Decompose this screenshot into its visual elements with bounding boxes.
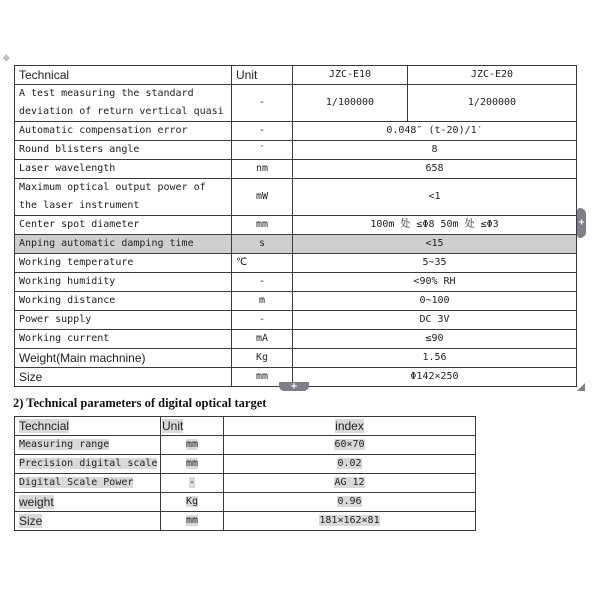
row-value: 100m 处 ≤Φ8 50m 处 ≤Φ3 (293, 216, 577, 235)
row-value-text: 181×162×81 (319, 515, 380, 526)
row-unit-text: - (188, 477, 196, 488)
header-jzc-e10: JZC-E10 (293, 66, 408, 85)
row-label (15, 512, 161, 531)
row-value: DC 3V (293, 311, 577, 330)
table-resize-handle-icon[interactable] (577, 383, 585, 391)
row-unit: - (232, 273, 293, 292)
row-value-text: AG 12 (334, 477, 365, 488)
row-label: Working temperature (15, 254, 232, 273)
row-unit: m (232, 292, 293, 311)
header-technical-text: Techncial (19, 419, 70, 433)
row-value (224, 436, 476, 455)
row-value (224, 493, 476, 512)
table-row (15, 216, 577, 235)
row-value: <15 (293, 235, 577, 254)
row-label-text: Measuring range (19, 439, 110, 450)
digital-target-table (14, 416, 476, 531)
row-value: <1 (293, 179, 577, 216)
row-label (15, 436, 161, 455)
row-unit: mm (232, 216, 293, 235)
header-index (224, 417, 476, 436)
row-value (224, 455, 476, 474)
row-label: Round blisters angle (15, 141, 232, 160)
row-unit: mA (232, 330, 293, 349)
add-column-button[interactable]: + (577, 208, 586, 238)
table-row (15, 85, 577, 122)
row-value: ≤90 (293, 330, 577, 349)
row-label: Working distance (15, 292, 232, 311)
row-unit: Kg (232, 349, 293, 368)
row-label: Anping automatic damping time (15, 235, 232, 254)
row-value: 5~35 (293, 254, 577, 273)
table-row (15, 254, 577, 273)
table-header-row (15, 417, 476, 436)
header-index-text: index (335, 419, 364, 433)
row-unit: - (232, 122, 293, 141)
row-label (15, 493, 161, 512)
table-row (15, 493, 476, 512)
row-label: Size (15, 368, 232, 387)
row-label-text: Digital Scale Power (19, 477, 134, 488)
table-row (15, 330, 577, 349)
row-value-e20: 1/200000 (408, 85, 577, 122)
table-row (15, 141, 577, 160)
row-unit (161, 436, 224, 455)
row-unit-text: mm (185, 439, 199, 450)
table-row (15, 160, 577, 179)
row-value: <90% RH (293, 273, 577, 292)
table-row (15, 122, 577, 141)
table-row (15, 179, 577, 216)
row-unit (161, 493, 224, 512)
row-value-text: 0.02 (337, 458, 362, 469)
row-value (224, 474, 476, 493)
row-unit-text: Kg (185, 496, 199, 507)
row-unit: mW (232, 179, 293, 216)
table-row (15, 474, 476, 493)
row-unit-text: mm (185, 458, 199, 469)
row-unit: - (232, 311, 293, 330)
row-unit: mm (232, 368, 293, 387)
technical-specs-table (14, 65, 577, 387)
row-value-text: 0.96 (337, 496, 362, 507)
row-value: 1.56 (293, 349, 577, 368)
row-label: Maximum optical output power of the laser instrument (15, 179, 232, 216)
row-value-e10: 1/100000 (293, 85, 408, 122)
row-label: Automatic compensation error (15, 122, 232, 141)
header-unit: Unit (232, 66, 293, 85)
row-label: Weight(Main machnine) (15, 349, 232, 368)
table-row (15, 349, 577, 368)
row-unit: s (232, 235, 293, 254)
row-unit: ′ (232, 141, 293, 160)
table-row (15, 436, 476, 455)
table-row (15, 273, 577, 292)
row-label-text: weight (19, 495, 54, 509)
row-label: Laser wavelength (15, 160, 232, 179)
header-technical (15, 417, 161, 436)
row-label: A test measuring the standard deviation of return vertical quasi (15, 85, 232, 122)
row-label-text: Precision digital scale (19, 458, 158, 469)
row-unit (161, 455, 224, 474)
add-row-button[interactable]: + (279, 382, 309, 391)
header-unit (161, 417, 224, 436)
row-value (224, 512, 476, 531)
row-label-text: Size (19, 514, 43, 528)
table-row (15, 455, 476, 474)
header-jzc-e20: JZC-E20 (408, 66, 577, 85)
row-unit: ℃ (232, 254, 293, 273)
row-unit (161, 512, 224, 531)
row-unit-text: mm (185, 515, 199, 526)
row-value: 658 (293, 160, 577, 179)
table-header-row (15, 66, 577, 85)
table-row (15, 311, 577, 330)
row-value: Φ142×250 (293, 368, 577, 387)
table-row (15, 292, 577, 311)
row-label: Working humidity (15, 273, 232, 292)
row-label: Working current (15, 330, 232, 349)
row-label: Power supply (15, 311, 232, 330)
row-label (15, 474, 161, 493)
row-value-text: 60×70 (334, 439, 365, 450)
row-value: 0~100 (293, 292, 577, 311)
row-label (15, 455, 161, 474)
row-value: 0.048″ (t-20)/1′ (293, 122, 577, 141)
header-technical: Technical (15, 66, 232, 85)
row-unit: - (232, 85, 293, 122)
section-heading: 2) Technical parameters of digital optical target (13, 396, 267, 410)
table-row (15, 512, 476, 531)
row-value: 8 (293, 141, 577, 160)
row-label: Center spot diameter (15, 216, 232, 235)
header-unit-text: Unit (162, 419, 184, 433)
row-unit (161, 474, 224, 493)
row-unit: nm (232, 160, 293, 179)
table-move-handle-icon[interactable]: ✥ (3, 51, 10, 64)
table-row-selected (15, 235, 577, 254)
